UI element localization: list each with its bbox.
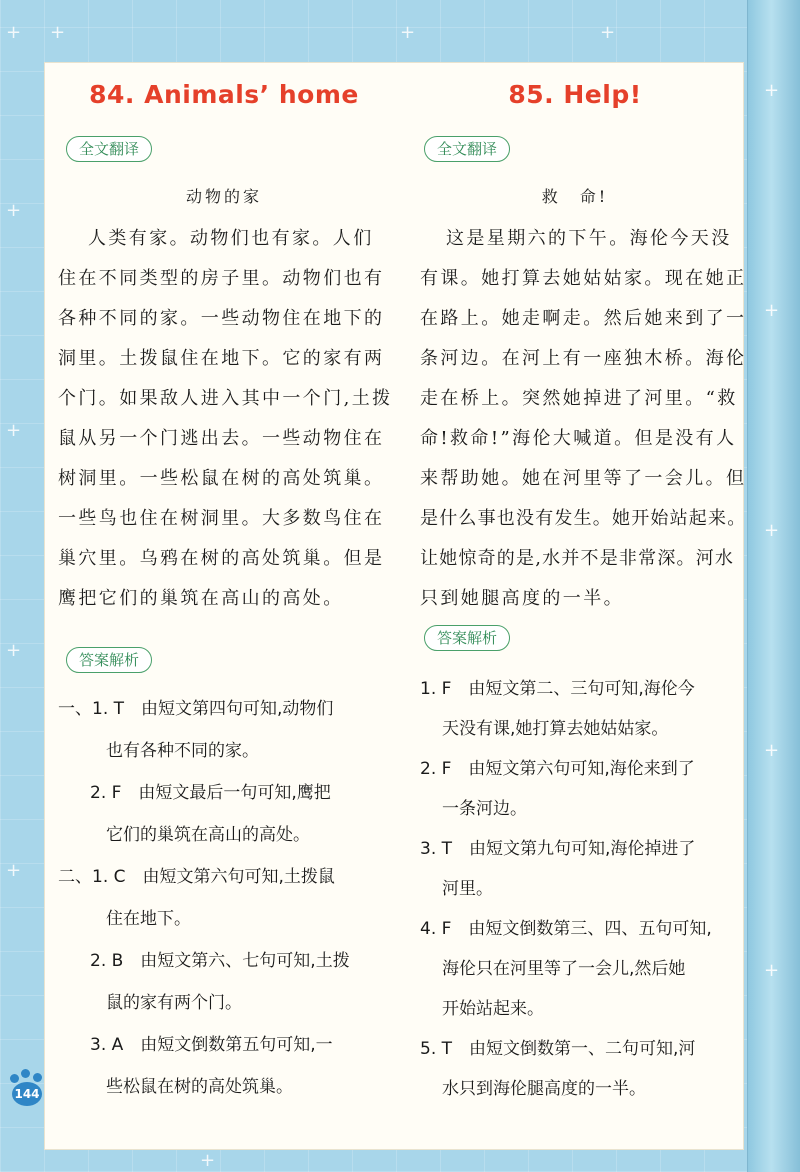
passage-line: 这是星期六的下午。海伦今天没 — [446, 228, 732, 249]
passage-line: 巢穴里。乌鸦在树的高处筑巢。但是 — [58, 548, 385, 569]
passage-line: 个门。如果敌人进入其中一个门,土拨 — [58, 388, 393, 409]
answer-line: 2. F 由短文最后一句可知,鹰把 — [90, 783, 331, 803]
passage-title: 救 命! — [541, 187, 609, 206]
answer-line: 鼠的家有两个门。 — [106, 993, 242, 1013]
plus-decoration-icon: + — [764, 740, 780, 761]
answer-line: 5. T 由短文倒数第一、二句可知,河 — [420, 1039, 696, 1059]
lesson-84-column — [54, 62, 394, 1150]
paw-toe-icon — [33, 1073, 42, 1082]
answer-line: 一条河边。 — [442, 799, 527, 819]
answer-line: 它们的巢筑在高山的高处。 — [106, 825, 310, 845]
answer-line: 3. A 由短文倒数第五句可知,一 — [90, 1035, 333, 1055]
answer-line: 二、1. C 由短文第六句可知,土拨鼠 — [58, 867, 335, 887]
translation-tag: 全文翻译 — [66, 136, 152, 162]
passage-line: 是什么事也没有发生。她开始站起来。 — [420, 508, 747, 529]
passage-line: 来帮助她。她在河里等了一会儿。但 — [420, 468, 747, 489]
passage-line: 条河边。在河上有一座独木桥。海伦 — [420, 348, 747, 369]
passage-line: 在路上。她走啊走。然后她来到了一 — [420, 308, 747, 329]
translation-tag: 全文翻译 — [424, 136, 510, 162]
answer-tag: 答案解析 — [66, 647, 152, 673]
plus-decoration-icon: + — [200, 1150, 216, 1171]
page-number-badge — [6, 1068, 46, 1108]
paw-toe-icon — [10, 1074, 19, 1083]
answer-line: 3. T 由短文第九句可知,海伦掉进了 — [420, 839, 696, 859]
passage-line: 人类有家。动物们也有家。人们 — [88, 228, 374, 249]
passage-line: 命!救命!”海伦大喊道。但是没有人 — [420, 428, 737, 449]
plus-decoration-icon: + — [764, 960, 780, 981]
passage-title: 动物的家 — [185, 187, 262, 206]
lesson-title: 84. Animals’ home — [89, 80, 359, 109]
passage-line: 有课。她打算去她姑姑家。现在她正 — [420, 268, 747, 289]
passage-line: 让她惊奇的是,水并不是非常深。河水 — [420, 548, 735, 569]
passage-line: 走在桥上。突然她掉进了河里。“救 — [420, 388, 738, 409]
answer-line: 天没有课,她打算去她姑姑家。 — [442, 719, 669, 739]
passage-line: 洞里。土拨鼠住在地下。它的家有两 — [58, 348, 385, 369]
passage-line: 各种不同的家。一些动物住在地下的 — [58, 308, 385, 329]
answer-line: 1. F 由短文第二、三句可知,海伦今 — [420, 679, 695, 699]
passage-line: 树洞里。一些松鼠在树的高处筑巢。 — [58, 468, 385, 489]
page-number: 144 — [12, 1082, 42, 1106]
passage-line: 一些鸟也住在树洞里。大多数鸟住在 — [58, 508, 385, 529]
plus-decoration-icon: + — [6, 420, 22, 441]
plus-decoration-icon: + — [600, 22, 616, 43]
answer-tag: 答案解析 — [424, 625, 510, 651]
answer-line: 开始站起来。 — [442, 999, 544, 1019]
lesson-title: 85. Help! — [508, 80, 642, 109]
plus-decoration-icon: + — [50, 22, 66, 43]
answer-line: 河里。 — [442, 879, 493, 899]
plus-decoration-icon: + — [6, 640, 22, 661]
answer-line: 些松鼠在树的高处筑巢。 — [106, 1077, 293, 1097]
content-sheet — [44, 62, 747, 1150]
plus-decoration-icon: + — [764, 520, 780, 541]
plus-decoration-icon: + — [6, 200, 22, 221]
answer-line: 住在地下。 — [106, 909, 191, 929]
plus-decoration-icon: + — [400, 22, 416, 43]
answer-line: 2. F 由短文第六句可知,海伦来到了 — [420, 759, 695, 779]
plus-decoration-icon: + — [6, 860, 22, 881]
passage-line: 只到她腿高度的一半。 — [420, 588, 624, 609]
lesson-85-column — [416, 62, 747, 1150]
passage-line: 鼠从另一个门逃出去。一些动物住在 — [58, 428, 385, 449]
plus-decoration-icon: + — [764, 300, 780, 321]
plus-decoration-icon: + — [6, 22, 22, 43]
plus-decoration-icon: + — [764, 80, 780, 101]
answer-line: 一、1. T 由短文第四句可知,动物们 — [58, 699, 334, 719]
answer-line: 2. B 由短文第六、七句可知,土拨 — [90, 951, 350, 971]
paw-toe-icon — [21, 1069, 30, 1078]
passage-line: 住在不同类型的房子里。动物们也有 — [58, 268, 385, 289]
answer-line: 4. F 由短文倒数第三、四、五句可知, — [420, 919, 712, 939]
answer-line: 海伦只在河里等了一会儿,然后她 — [442, 959, 686, 979]
book-spine — [747, 0, 800, 1172]
answer-line: 也有各种不同的家。 — [106, 741, 259, 761]
answer-line: 水只到海伦腿高度的一半。 — [442, 1079, 646, 1099]
passage-line: 鹰把它们的巢筑在高山的高处。 — [58, 588, 344, 609]
